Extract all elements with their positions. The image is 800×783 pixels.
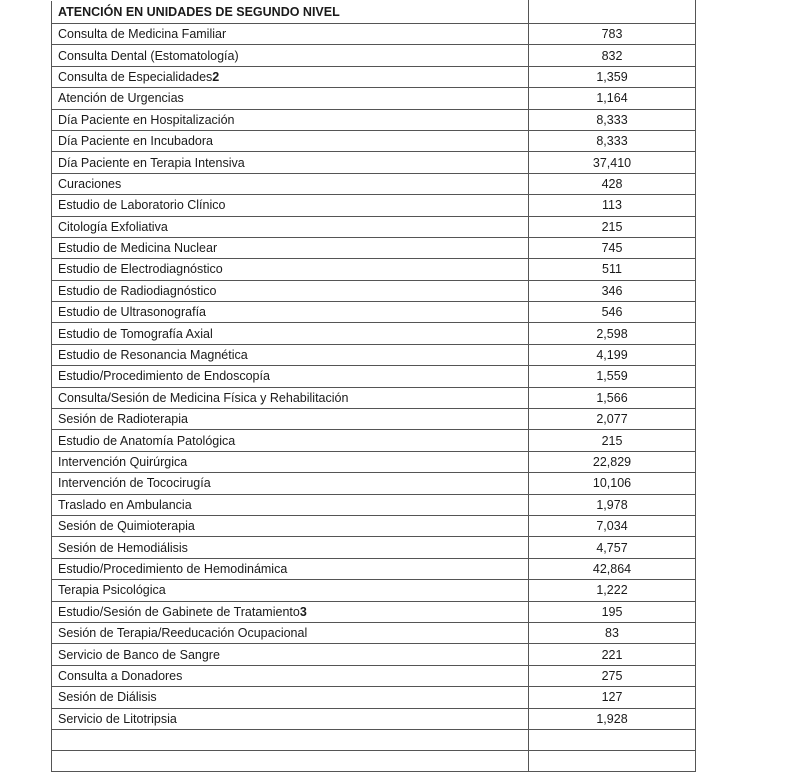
- cost-value: 127: [529, 687, 696, 708]
- cost-value: 2,598: [529, 323, 696, 344]
- service-cell: [52, 708, 529, 729]
- footnote-marker: 3: [299, 604, 307, 619]
- cost-value: 832: [529, 45, 696, 66]
- cost-value: 1,928: [529, 708, 696, 729]
- service-cell: [52, 195, 529, 216]
- table-row: [52, 622, 696, 643]
- service-label: Consulta a Donadores: [58, 668, 183, 683]
- service-cell: [52, 302, 529, 323]
- cost-value: 511: [529, 259, 696, 280]
- table-row: [52, 366, 696, 387]
- service-label: Citología Exfoliativa: [58, 219, 168, 234]
- service-cell: [52, 494, 529, 515]
- cost-value: 1,978: [529, 494, 696, 515]
- table-row: [52, 515, 696, 536]
- service-label: Día Paciente en Terapia Intensiva: [58, 155, 245, 170]
- table-row: [52, 173, 696, 194]
- table-row: [52, 66, 696, 87]
- table-row: [52, 344, 696, 365]
- service-label: Atención de Urgencias: [58, 91, 184, 106]
- service-cell: [52, 152, 529, 173]
- service-cell: [52, 451, 529, 472]
- service-label: Estudio/Procedimiento de Endoscopía: [58, 369, 270, 384]
- service-label: Estudio/Procedimiento de Hemodinámica: [58, 561, 288, 576]
- table-row: [52, 580, 696, 601]
- table-row: [52, 280, 696, 301]
- service-label: Estudio de Anatomía Patológica: [58, 433, 236, 448]
- table-row: [52, 88, 696, 109]
- cost-value: 7,034: [529, 515, 696, 536]
- cost-value: 428: [529, 173, 696, 194]
- table-row: [52, 451, 696, 472]
- table-row: [52, 387, 696, 408]
- table-row: [52, 537, 696, 558]
- service-cell: [52, 537, 529, 558]
- service-label: Estudio de Laboratorio Clínico: [58, 198, 226, 213]
- table-row: [52, 430, 696, 451]
- service-cell: [52, 216, 529, 237]
- service-label: Estudio de Electrodiagnóstico: [58, 262, 223, 277]
- cost-value: 1,566: [529, 387, 696, 408]
- service-label: Estudio de Tomografía Axial: [58, 326, 213, 341]
- service-label: Estudio de Radiodiagnóstico: [58, 283, 217, 298]
- empty-cell: [529, 750, 696, 771]
- service-cell: [52, 109, 529, 130]
- service-cell: [52, 515, 529, 536]
- table-row: [52, 708, 696, 729]
- empty-cell: [529, 729, 696, 750]
- service-cell: [52, 237, 529, 258]
- service-label: Curaciones: [58, 176, 122, 191]
- service-cell: [52, 409, 529, 430]
- service-label: Intervención de Tococirugía: [58, 476, 211, 491]
- table-row: [52, 195, 696, 216]
- service-cell: [52, 130, 529, 151]
- cost-value: 1,222: [529, 580, 696, 601]
- services-cost-table: [51, 0, 696, 772]
- cost-value: 4,199: [529, 344, 696, 365]
- empty-row: [52, 750, 696, 771]
- service-label: Servicio de Banco de Sangre: [58, 647, 220, 662]
- cost-value: 1,559: [529, 366, 696, 387]
- service-label: Estudio/Sesión de Gabinete de Tratamiento: [58, 604, 300, 619]
- cost-value: 275: [529, 665, 696, 686]
- service-label: Estudio de Medicina Nuclear: [58, 241, 218, 256]
- table-row: [52, 259, 696, 280]
- service-cell: [52, 24, 529, 45]
- empty-cell: [52, 729, 529, 750]
- table-row: [52, 302, 696, 323]
- cost-value: 22,829: [529, 451, 696, 472]
- cost-value: 783: [529, 24, 696, 45]
- service-cell: [52, 601, 529, 622]
- cost-value: 215: [529, 430, 696, 451]
- service-label: Consulta de Medicina Familiar: [58, 27, 227, 42]
- table-row: [52, 644, 696, 665]
- service-cell: [52, 558, 529, 579]
- table-header-value-cell: [529, 1, 696, 24]
- cost-value: 10,106: [529, 473, 696, 494]
- table-row: [52, 237, 696, 258]
- service-label: Consulta de Especialidades: [58, 69, 213, 84]
- table-row: [52, 665, 696, 686]
- service-cell: [52, 687, 529, 708]
- cost-value: 1,164: [529, 88, 696, 109]
- cost-value: 113: [529, 195, 696, 216]
- table-row: [52, 24, 696, 45]
- service-label: Intervención Quirúrgica: [58, 455, 188, 469]
- service-label: Sesión de Radioterapia: [58, 412, 188, 427]
- service-label: Estudio de Ultrasonografía: [58, 305, 207, 320]
- cost-value: 546: [529, 302, 696, 323]
- service-cell: [52, 323, 529, 344]
- cost-value: 2,077: [529, 409, 696, 430]
- service-label: Terapia Psicológica: [58, 583, 166, 598]
- service-label: Consulta/Sesión de Medicina Física y Rehabilitación: [58, 390, 349, 405]
- table-header-title: ATENCIÓN EN UNIDADES DE SEGUNDO NIVEL: [52, 1, 529, 24]
- service-cell: [52, 280, 529, 301]
- service-cell: [52, 173, 529, 194]
- service-cell: [52, 430, 529, 451]
- service-label: Traslado en Ambulancia: [58, 497, 192, 512]
- service-label: Sesión de Diálisis: [58, 690, 157, 705]
- table-row: [52, 409, 696, 430]
- service-cell: [52, 45, 529, 66]
- cost-value: 221: [529, 644, 696, 665]
- table-row: [52, 109, 696, 130]
- service-label: Día Paciente en Hospitalización: [58, 112, 235, 127]
- service-label: Sesión de Quimioterapia: [58, 519, 195, 534]
- table-row: [52, 152, 696, 173]
- cost-value: 37,410: [529, 152, 696, 173]
- table-row: [52, 558, 696, 579]
- service-cell: [52, 580, 529, 601]
- service-label: Día Paciente en Incubadora: [58, 134, 213, 149]
- service-label: Estudio de Resonancia Magnética: [58, 348, 248, 363]
- cost-value: 195: [529, 601, 696, 622]
- service-cell: [52, 88, 529, 109]
- table-row: [52, 601, 696, 622]
- service-cell: [52, 387, 529, 408]
- table-row: [52, 323, 696, 344]
- service-cell: [52, 622, 529, 643]
- cost-value: 8,333: [529, 130, 696, 151]
- table-row: [52, 45, 696, 66]
- cost-value: 346: [529, 280, 696, 301]
- table-row: [52, 130, 696, 151]
- table-header-row: [52, 1, 696, 24]
- service-cell: [52, 66, 529, 87]
- cost-value: 4,757: [529, 537, 696, 558]
- table-body: [52, 1, 696, 772]
- service-label: Sesión de Hemodiálisis: [58, 540, 188, 555]
- cost-value: 83: [529, 622, 696, 643]
- cost-value: 42,864: [529, 558, 696, 579]
- cost-value: 745: [529, 237, 696, 258]
- service-cell: [52, 644, 529, 665]
- service-cell: [52, 344, 529, 365]
- service-cell: [52, 473, 529, 494]
- table-row: [52, 216, 696, 237]
- table-row: [52, 494, 696, 515]
- service-label: Sesión de Terapia/Reeducación Ocupacional: [58, 626, 308, 641]
- cost-value: 8,333: [529, 109, 696, 130]
- service-label: Servicio de Litotripsia: [58, 711, 177, 726]
- service-cell: [52, 665, 529, 686]
- service-cell: [52, 366, 529, 387]
- footnote-marker: 2: [212, 69, 220, 84]
- service-label: Consulta Dental (Estomatología): [58, 48, 239, 63]
- empty-cell: [52, 750, 529, 771]
- table-row: [52, 687, 696, 708]
- table-row: [52, 473, 696, 494]
- service-cell: [52, 259, 529, 280]
- cost-value: 215: [529, 216, 696, 237]
- cost-value: 1,359: [529, 66, 696, 87]
- empty-row: [52, 729, 696, 750]
